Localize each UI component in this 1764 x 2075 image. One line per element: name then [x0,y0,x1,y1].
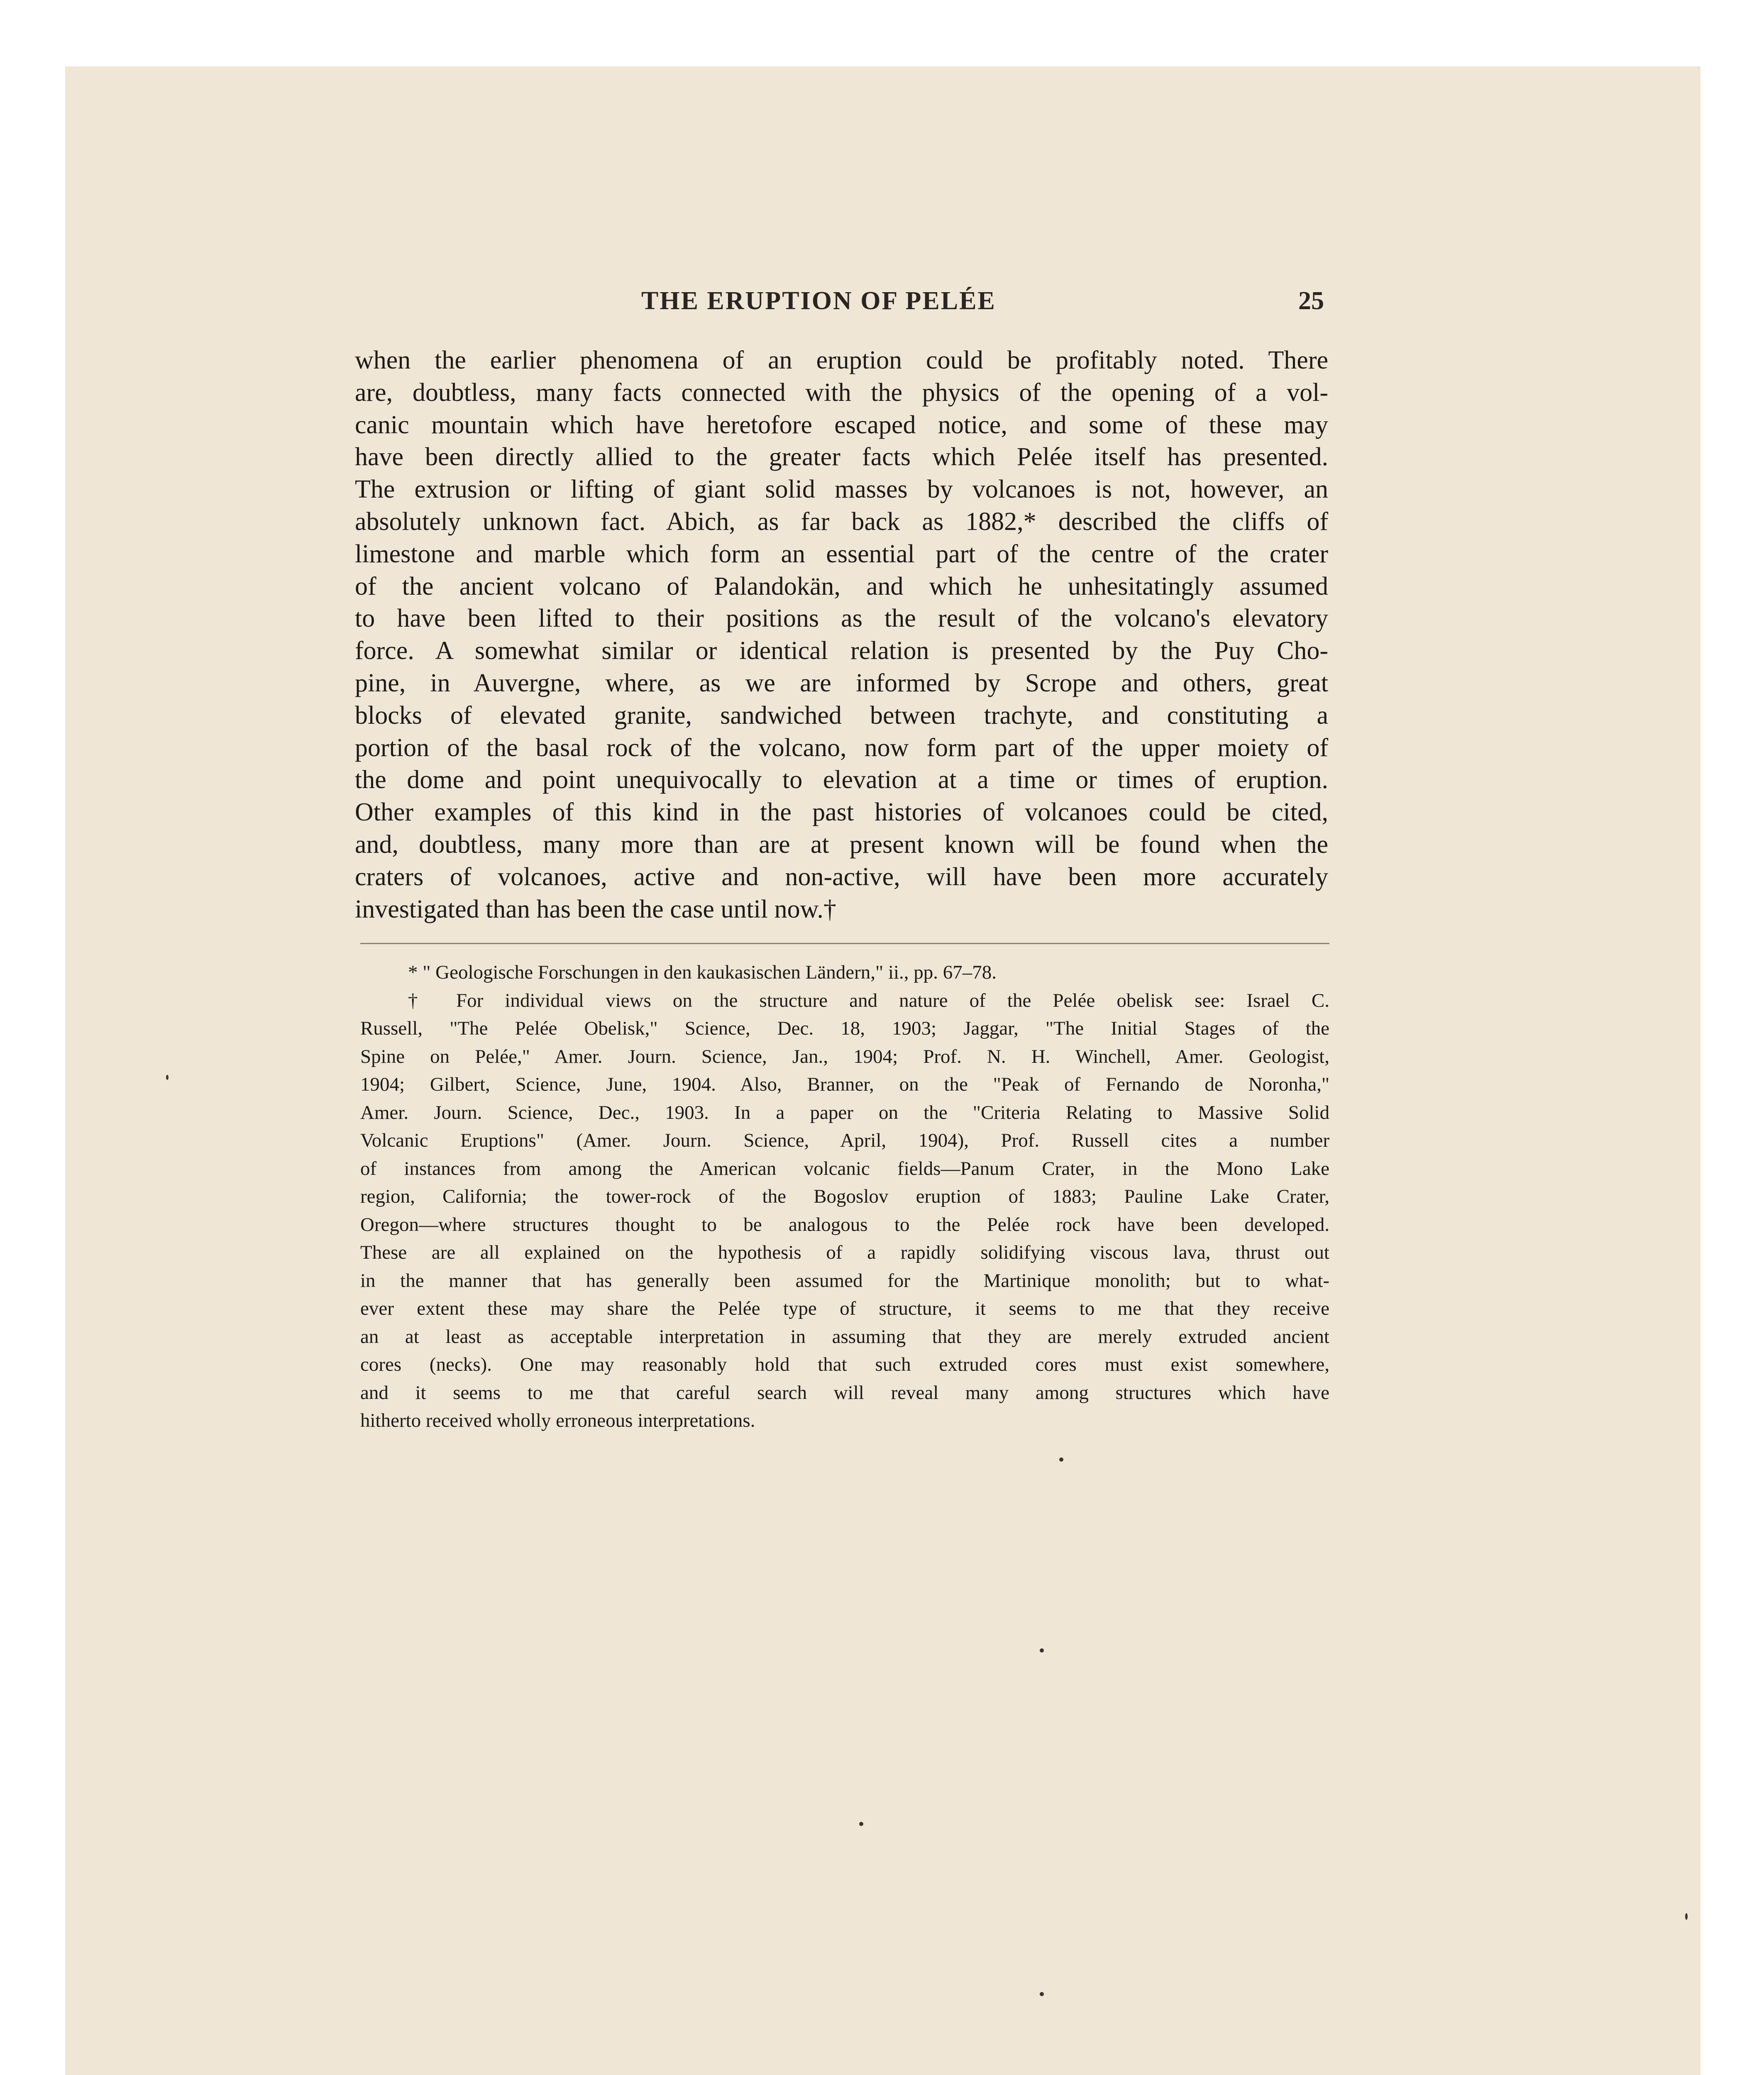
body-line: blocks of elevated granite, sandwiched between trachyte, and constituting a [355,701,1328,730]
body-line: when the earlier phenomena of an eruption could be profitably noted. There [355,346,1328,374]
paper-speck [166,1075,169,1080]
footnote-line: Russell, "The Pelée Obelisk," Science, Dec. 18, 1903; Jaggar, "The Initial Stages of the [360,1018,1329,1039]
body-line: Other examples of this kind in the past histories of volcanoes could be cited, [355,798,1328,827]
footnote-line: ever extent these may share the Pelée type of structure, it seems to me that they receive [360,1298,1329,1319]
paper-speck [1040,1648,1044,1653]
body-line: The extrusion or lifting of giant solid masses by volcanoes is not, however, an [355,475,1328,504]
body-line: have been directly allied to the greater facts which Pelée itself has presented. [355,443,1328,471]
body-line: and, doubtless, many more than are at present known will be found when the [355,830,1328,859]
footnote-line: region, California; the tower-rock of the Bogoslov eruption of 1883; Pauline Lake Crater, [360,1186,1329,1207]
body-line: force. A somewhat similar or identical relation is presented by the Puy Cho- [355,637,1328,665]
footnote-line: and it seems to me that careful search will reveal many among structures which have [360,1382,1329,1404]
footnote-line: Amer. Journ. Science, Dec., 1903. In a paper on the "Criteria Relating to Massive Solid [360,1101,1329,1123]
footnote-line: These are all explained on the hypothesis of a rapidly solidifying viscous lava, thrust out [360,1242,1329,1263]
body-line: of the ancient volcano of Palandokän, and which he unhesitatingly assumed [355,572,1328,601]
body-line: to have been lifted to their positions as the result of the volcano's elevatory [355,604,1328,633]
body-line: are, doubtless, many facts connected with the physics of the opening of a vol- [355,378,1328,407]
body-line: portion of the basal rock of the volcano, now form part of the upper moiety of [355,733,1328,762]
footnote-line: cores (necks). One may reasonably hold that such extruded cores must exist somewhere, [360,1354,1329,1375]
paper-speck [1059,1457,1063,1462]
body-line: the dome and point unequivocally to elevation at a time or times of eruption. [355,766,1328,794]
footnote-line: † For individual views on the structure and nature of the Pelée obelisk see: Israel C. [408,989,1329,1011]
footnote-line: Spine on Pelée," Amer. Journ. Science, Jan., 1904; Prof. N. H. Winchell, Amer. Geologist, [360,1045,1329,1067]
paper-speck [1040,1992,1044,1996]
body-paragraph [355,344,1328,925]
footnote-line: an at least as acceptable interpretation in assuming that they are merely extruded ancient [360,1326,1329,1348]
page-header [355,286,1332,324]
footnote-divider [360,943,1329,944]
body-line: investigated than has been the case until now.† [355,895,836,923]
body-line: limestone and marble which form an essential part of the centre of the crater [355,540,1328,568]
page-number: 25 [1298,287,1324,315]
body-line: pine, in Auvergne, where, as we are informed by Scrope and others, great [355,669,1328,697]
footnote-line: in the manner that has generally been assumed for the Martinique monolith; but to what- [360,1269,1329,1291]
running-title: THE ERUPTION OF PELÉE [641,287,996,315]
footnote-line: hitherto received wholly erroneous interpretations. [360,1410,755,1431]
paper-speck [1685,1913,1688,1920]
body-line: absolutely unknown fact. Abich, as far back as 1882,* described the cliffs of [355,507,1328,536]
footnote-line: Oregon—where structures thought to be analogous to the Pelée rock have been developed. [360,1213,1329,1235]
body-line: craters of volcanoes, active and non-active, will have been more accurately [355,862,1328,891]
footnote-line: Volcanic Eruptions" (Amer. Journ. Science, April, 1904), Prof. Russell cites a number [360,1130,1329,1151]
footnotes [360,959,1329,1435]
footnote-line: of instances from among the American volcanic fields—Panum Crater, in the Mono Lake [360,1157,1329,1179]
footnote-line: 1904; Gilbert, Science, June, 1904. Also, Branner, on the "Peak of Fernando de Noronha," [360,1074,1329,1095]
body-line: canic mountain which have heretofore escaped notice, and some of these may [355,410,1328,439]
footnote-line: * " Geologische Forschungen in den kaukasischen Ländern," ii., pp. 67–78. [408,962,997,983]
paper-speck [859,1822,863,1826]
